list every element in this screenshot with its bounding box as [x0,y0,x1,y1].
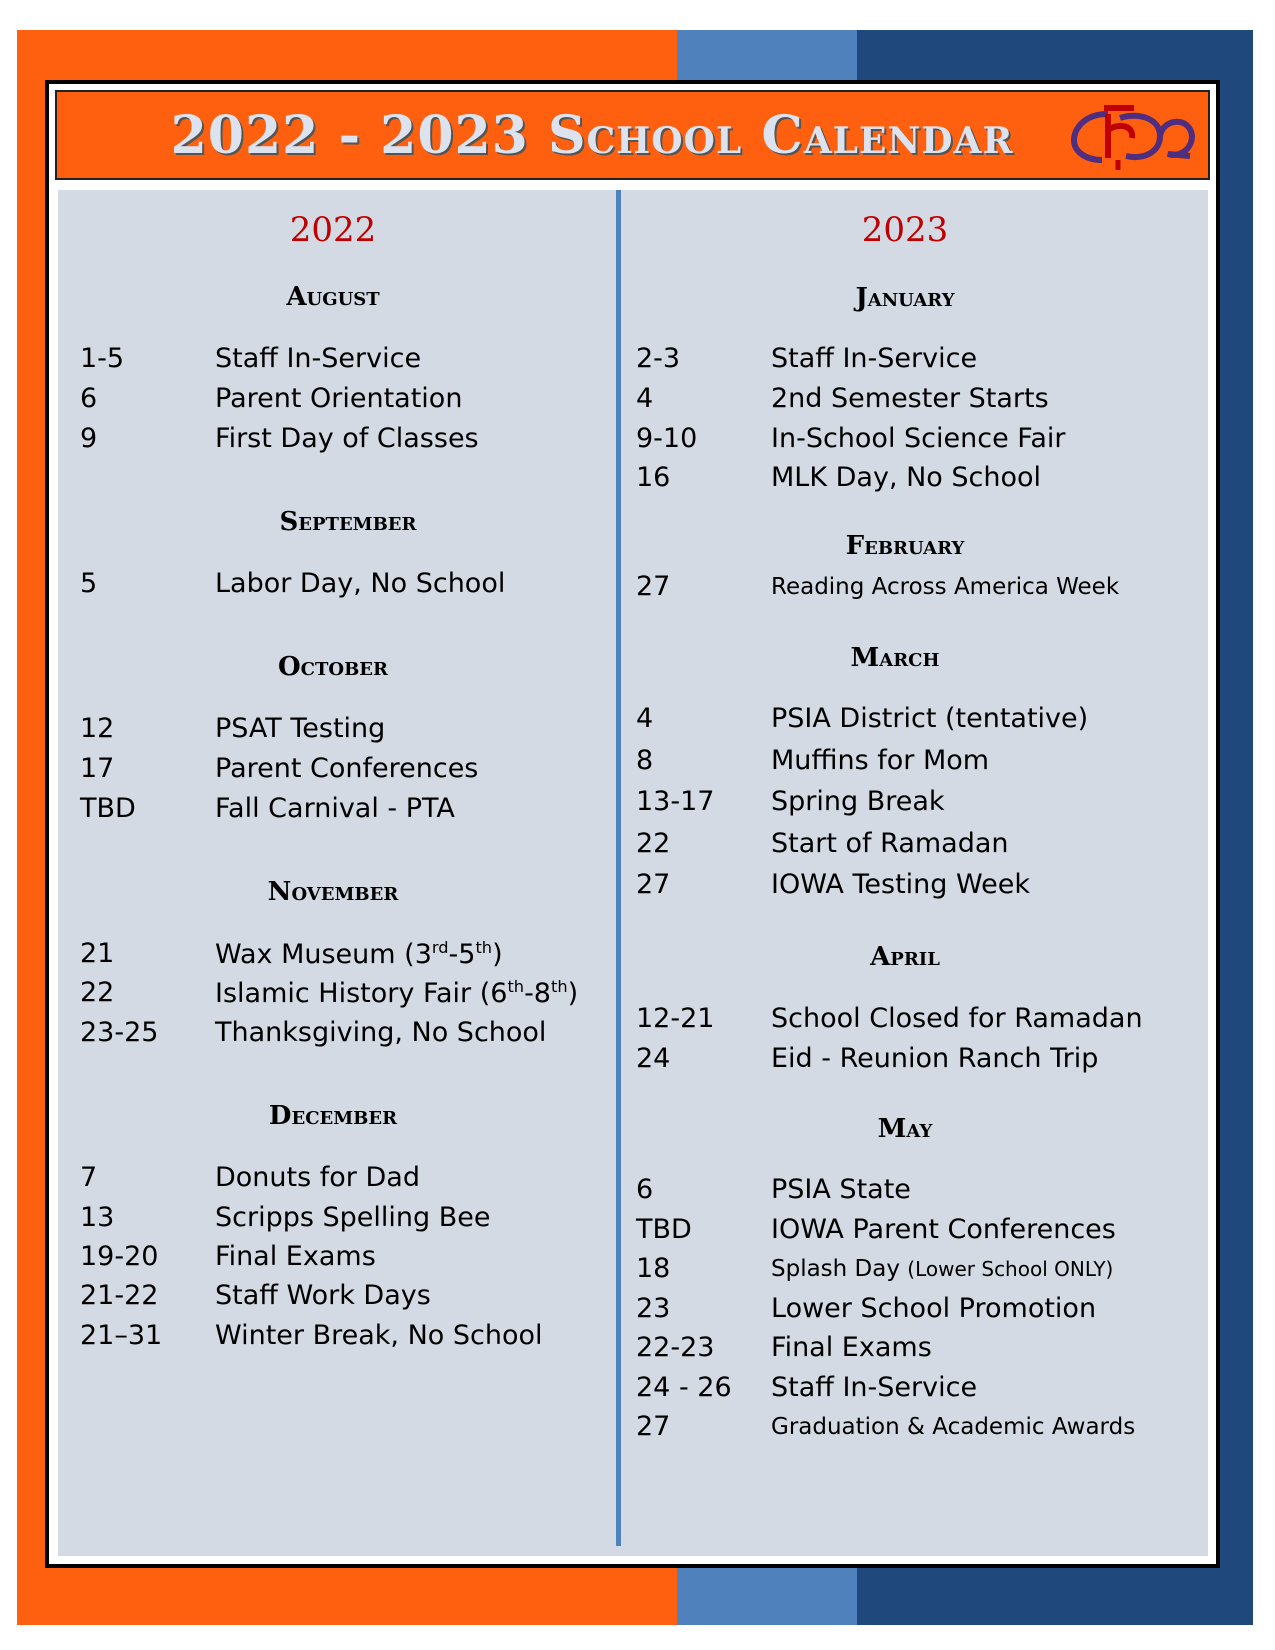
event-label: Staff In-Service [771,343,978,374]
event-label: Parent Conferences [215,753,479,784]
month-heading-april: April [870,942,940,972]
event-label: Staff Work Days [215,1280,431,1311]
event-date: 4 [636,703,654,734]
event-label: Staff In-Service [771,1372,978,1403]
event-label: Thanksgiving, No School [215,1017,547,1048]
event-date: 13 [80,1202,115,1233]
event-label: Spring Break [771,786,945,817]
event-date: 2-3 [636,343,681,374]
event-date: 21–31 [80,1320,163,1351]
page-title: 2022 - 2023 School Calendar [170,104,1014,166]
month-heading-february: February [845,531,965,561]
event-date: 23 [636,1293,671,1324]
event-date: 18 [636,1253,671,1284]
event-date: 27 [636,1411,671,1442]
event-date: 24 [636,1043,671,1074]
event-label: PSAT Testing [215,713,386,744]
month-heading-may: May [877,1114,933,1144]
event-label: Islamic History Fair (6th-8th) [215,977,579,1009]
event-date: 24 - 26 [636,1372,732,1403]
event-label: Start of Ramadan [771,828,1009,859]
event-label: Reading Across America Week [771,574,1120,600]
event-date: 8 [636,745,654,776]
event-label: IOWA Parent Conferences [771,1214,1116,1245]
event-label: MLK Day, No School [771,462,1042,493]
event-label: Labor Day, No School [215,568,506,599]
event-label: 2nd Semester Starts [771,383,1049,414]
event-label: Final Exams [771,1332,932,1363]
year-heading-2023: 2023 [861,210,949,250]
event-date: 17 [80,753,115,784]
title-banner [55,90,1210,180]
event-date: 7 [80,1162,98,1193]
event-label: Wax Museum (3rd-5th) [215,938,503,970]
event-date: 9 [80,423,98,454]
event-label: Fall Carnival - PTA [215,793,455,824]
event-date: 12 [80,713,115,744]
event-date: 27 [636,869,671,900]
event-date: 27 [636,571,671,602]
event-date: 22 [80,977,115,1008]
event-date: 5 [80,568,98,599]
event-label: Muffins for Mom [771,745,990,776]
month-heading-september: September [279,507,417,537]
event-date: 6 [636,1174,654,1205]
event-date: 6 [80,383,98,414]
year-heading-2022: 2022 [289,210,377,250]
month-heading-november: November [267,877,399,907]
event-date: 1-5 [80,343,125,374]
event-date: 13-17 [636,786,715,817]
event-label: School Closed for Ramadan [771,1003,1143,1034]
event-label: Parent Orientation [215,383,463,414]
event-label: Donuts for Dad [215,1162,420,1193]
event-label: First Day of Classes [215,423,479,454]
event-date: TBD [636,1214,692,1245]
column-divider [616,190,621,1546]
event-date: 22 [636,828,671,859]
event-label: Staff In-Service [215,343,422,374]
event-date: TBD [80,793,136,824]
event-date: 21-22 [80,1280,159,1311]
event-date: 12-21 [636,1003,715,1034]
event-date: 23-25 [80,1017,159,1048]
event-label: PSIA State [771,1174,911,1205]
event-label: PSIA District (tentative) [771,703,1089,734]
month-heading-march: March [850,643,940,673]
event-label: Winter Break, No School [215,1320,543,1351]
event-label: IOWA Testing Week [771,869,1030,900]
event-date: 9-10 [636,423,698,454]
event-date: 16 [636,462,671,493]
month-heading-august: August [286,282,380,312]
event-label: In-School Science Fair [771,423,1066,454]
month-heading-january: January [855,283,955,313]
event-label: Eid - Reunion Ranch Trip [771,1043,1099,1074]
event-date: 19-20 [80,1241,159,1272]
event-label: Lower School Promotion [771,1293,1097,1324]
event-date: 22-23 [636,1332,715,1363]
event-label: Splash Day (Lower School ONLY) [771,1256,1114,1282]
event-date: 4 [636,383,654,414]
month-heading-december: December [268,1101,398,1131]
school-logo-icon [1068,100,1198,172]
event-label: Graduation & Academic Awards [771,1414,1136,1440]
event-label: Final Exams [215,1241,376,1272]
event-label: Scripps Spelling Bee [215,1202,491,1233]
event-date: 21 [80,938,115,969]
month-heading-october: October [278,652,388,682]
